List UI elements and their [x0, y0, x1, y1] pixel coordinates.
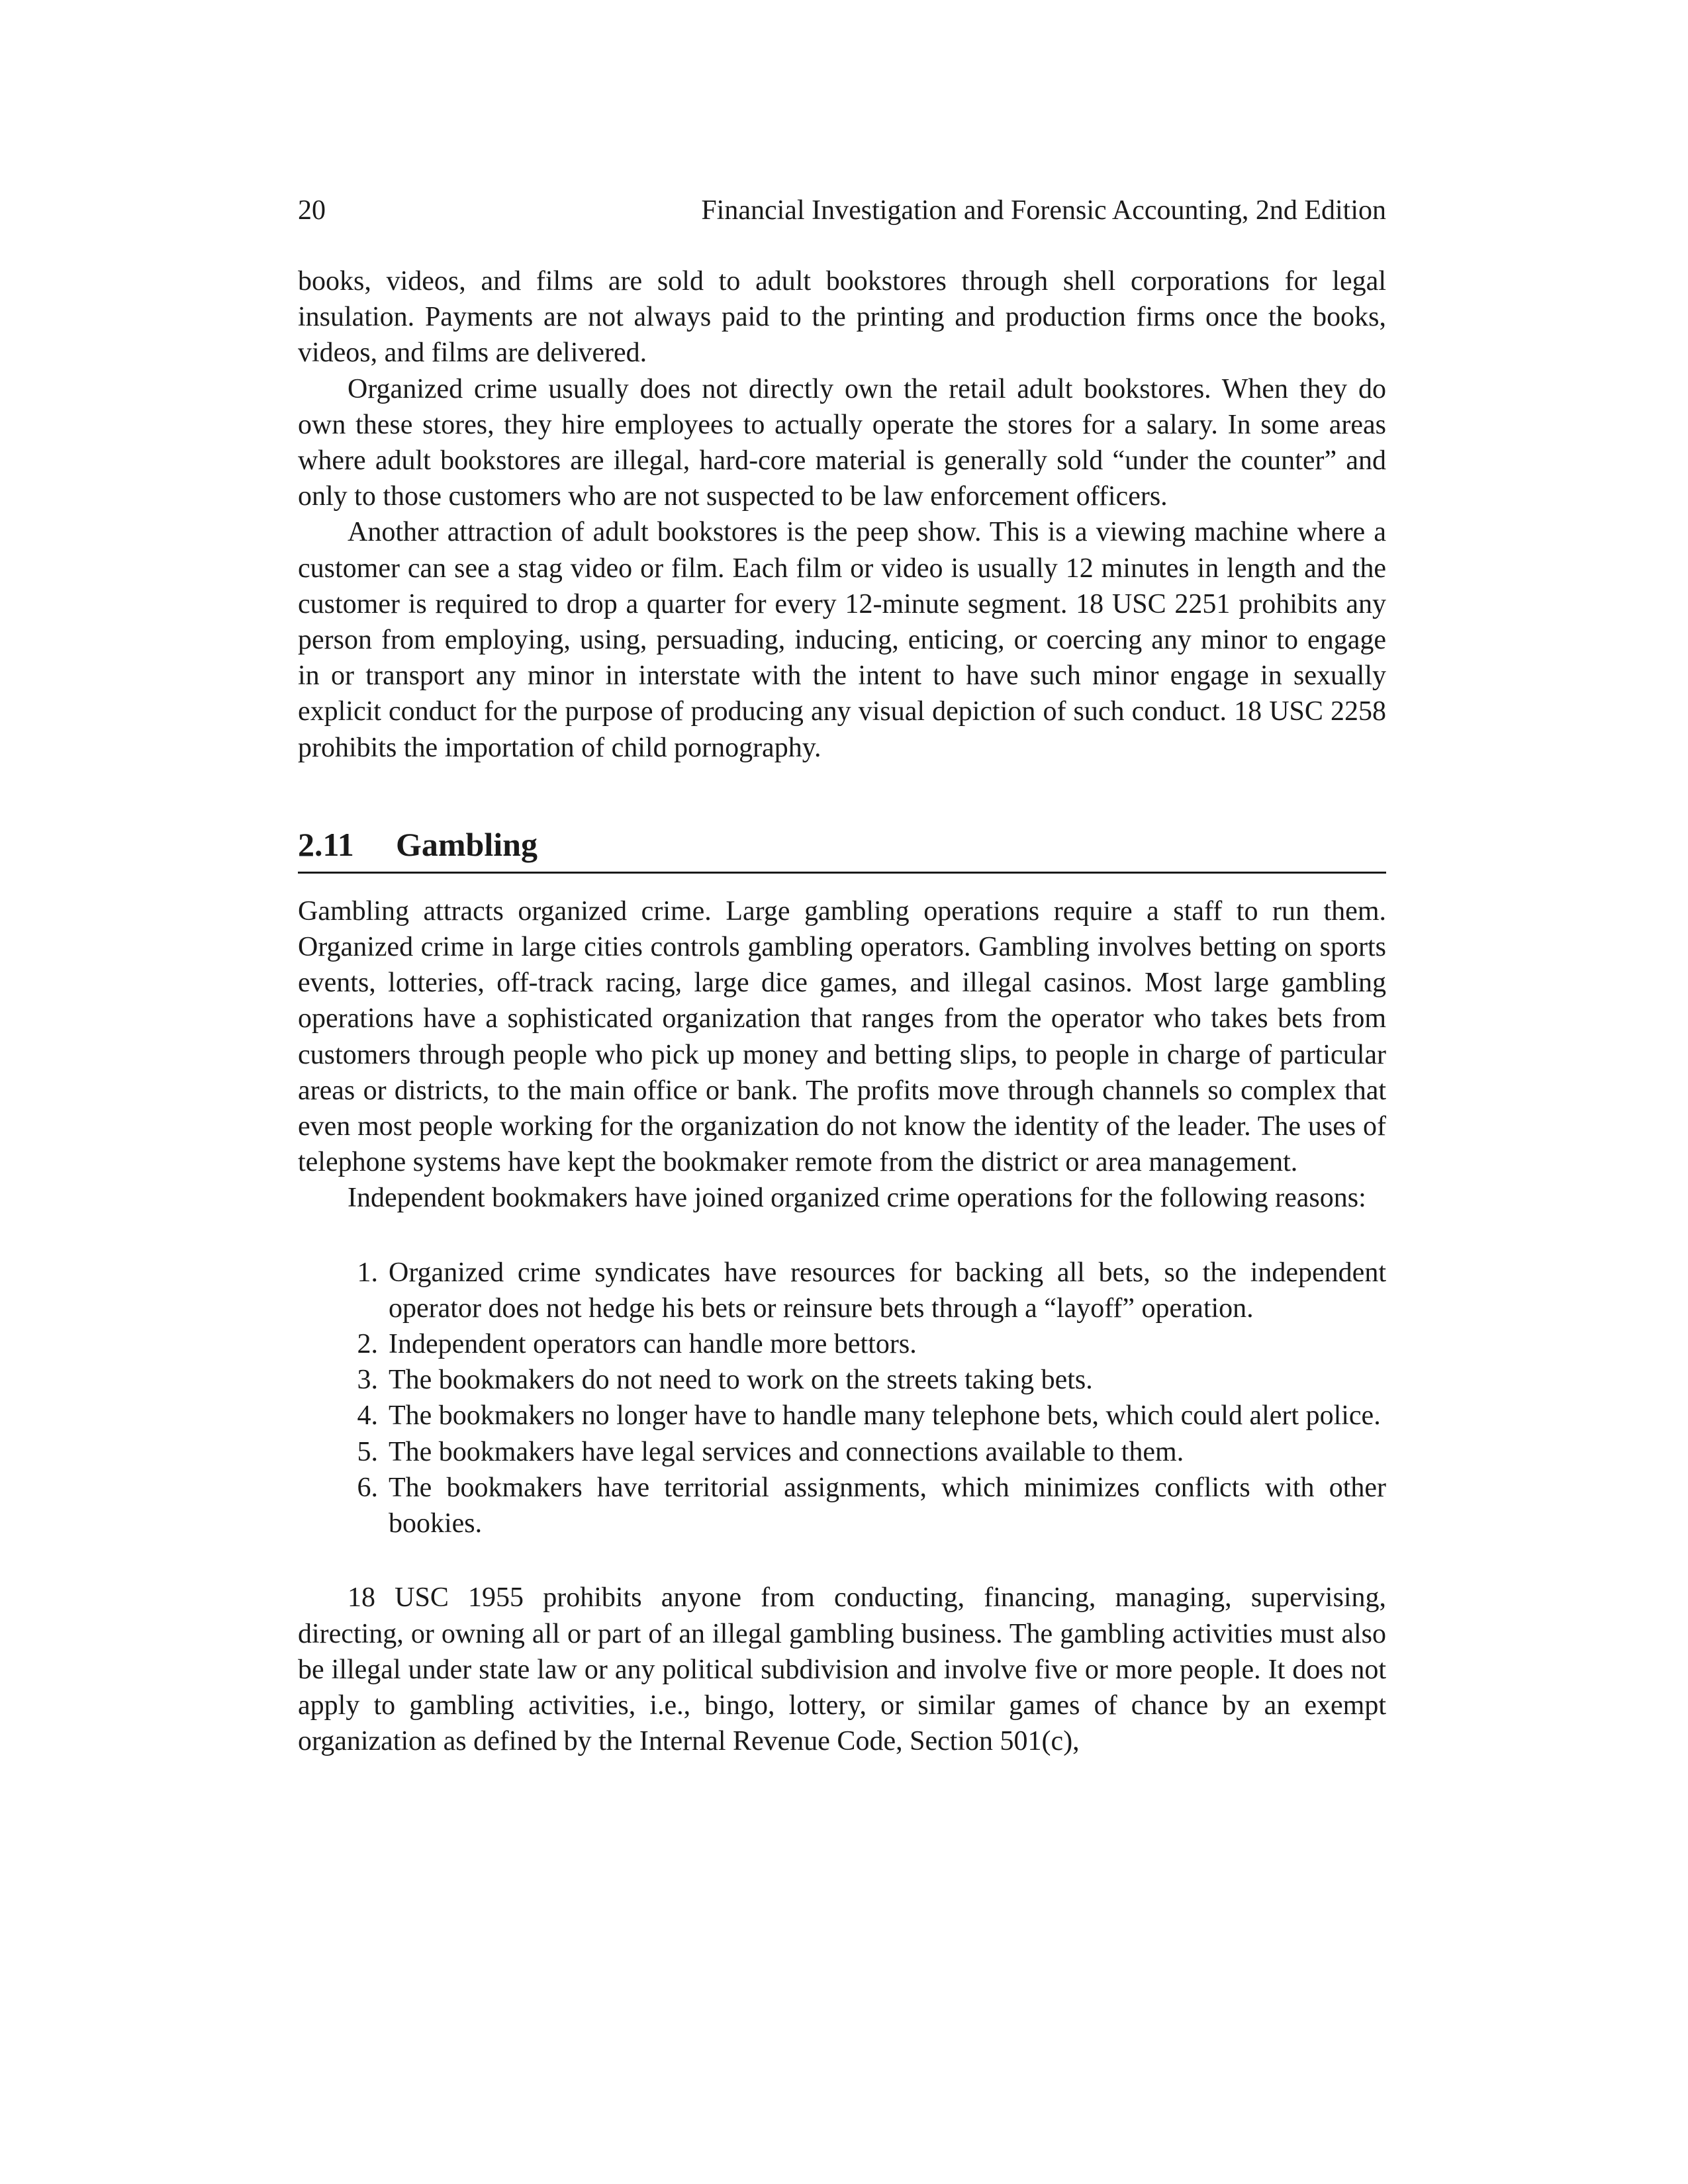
list-item-text: The bookmakers do not need to work on the streets taking bets. [389, 1365, 1093, 1396]
list-marker: 5. [357, 1436, 378, 1467]
section-title: Gambling [396, 825, 538, 863]
book-title: Financial Investigation and Forensic Accounting, 2nd Edition [701, 195, 1386, 226]
paragraph-gambling-intro: Gambling attracts organized crime. Large gambling operations require a staff to run them. Organized crime in large cities controls gambling operators. Gambling involves betting on sports events, lotteries, off-track racing, large dice games, and illegal casinos. Most large gambling operations have a sophisticated organization that ranges from the operator who takes bets from customers through people who pick up money and betting slips, to people in charge of particular areas or districts, to the main office or bank. The profits move through channels so complex that even most people working for the organization do not know the identity of the leader. The uses of telephone systems have kept the bookmaker remote from the district or area management. [298, 895, 1386, 1178]
list-item [298, 1470, 1386, 1541]
section-heading [298, 824, 1386, 874]
list-item [298, 1362, 1386, 1398]
list-item-text: Organized crime syndicates have resources for backing all bets, so the independent operator does not hedge his bets or reinsure bets through a “layoff” operation. [389, 1257, 1386, 1324]
list-marker: 1. [357, 1257, 378, 1288]
list-marker: 3. [357, 1365, 378, 1396]
list-marker: 6. [357, 1472, 378, 1503]
page-number: 20 [298, 195, 326, 226]
list-marker: 2. [357, 1329, 378, 1360]
list-item [298, 1398, 1386, 1433]
paragraph-peep-show: Another attraction of adult bookstores is the peep show. This is a viewing machine where a customer can see a stag video or film. Each film or video is usually 12 minutes in length and the customer is required to drop a quarter for every 12-minute segment. 18 USC 2251 prohibits any person from employing, using, persuading, inducing, enticing, or coercing any minor to engage in or transport any minor in interstate with the intent to have such minor engage in sexually explicit conduct for the purpose of producing any visual depiction of such conduct. 18 USC 2258 prohibits the importation of child pornography. [298, 517, 1386, 763]
running-head [298, 192, 1386, 229]
book-page [298, 192, 1386, 1759]
list-item [298, 1434, 1386, 1470]
paragraph-independent-bookmakers: Independent bookmakers have joined organized crime operations for the following reasons: [348, 1183, 1366, 1214]
paragraph-18-usc-1955: 18 USC 1955 prohibits anyone from conducting, financing, managing, supervising, directing, or owning all or part of an illegal gambling business. The gambling activities must also be illegal under state law or any political subdivision and involve five or more people. It does not apply to gambling activities, i.e., bingo, lottery, or similar games of chance by an exempt organization as defined by the Internal Revenue Code, Section 501(c), [298, 1582, 1386, 1757]
paragraph-retail-bookstores: Organized crime usually does not directly own the retail adult bookstores. When they do own these stores, they hire employees to actually operate the stores for a salary. In some areas where adult bookstores are illegal, hard-core material is generally sold “under the counter” and only to those customers who are not suspected to be law enforcement officers. [298, 373, 1386, 512]
list-item-text: Independent operators can handle more bettors. [389, 1329, 917, 1360]
list-item [298, 1326, 1386, 1362]
reasons-list [298, 1255, 1386, 1542]
list-item [298, 1255, 1386, 1326]
list-item-text: The bookmakers no longer have to handle many telephone bets, which could alert police. [389, 1400, 1381, 1432]
paragraph-continued: books, videos, and films are sold to adult bookstores through shell corporations for legal insulation. Payments are not always paid to the printing and production firms once the books, videos, and films are delivered. [298, 266, 1386, 369]
list-item-text: The bookmakers have legal services and connections available to them. [389, 1436, 1184, 1467]
list-marker: 4. [357, 1400, 378, 1432]
list-item-text: The bookmakers have territorial assignments, which minimizes conflicts with other bookies. [389, 1472, 1386, 1539]
section-number: 2.11 [298, 825, 354, 863]
